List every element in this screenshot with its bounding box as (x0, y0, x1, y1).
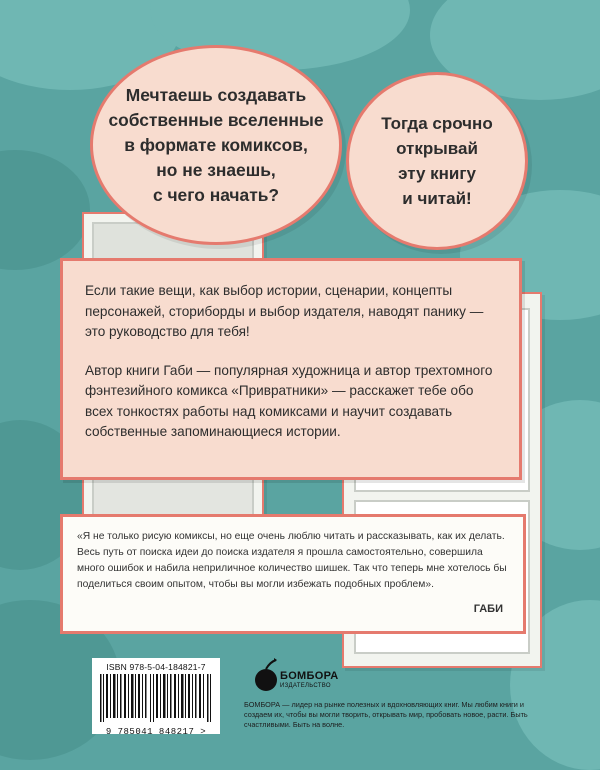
barcode-number: 9 785041 848217 > (105, 727, 207, 737)
bubble-line: но не знаешь, (156, 159, 276, 180)
author-quote-box (60, 514, 526, 634)
bubble-line: собственные вселенные (108, 109, 324, 130)
background-cloud (0, 150, 90, 270)
publisher-description: БОМБОРА — лидер на рынке полезных и вдохновляющих книг. Мы любим книги и создаем их, чтобы вы могли творить, открывать мир, пробовать новое, расти. Быть счастливыми. Быть на волне. (244, 700, 528, 729)
publisher-subtitle: ИЗДАТЕЛЬСТВО (280, 683, 331, 689)
speech-bubble-question (90, 45, 342, 245)
quote-text: «Я не только рисую комиксы, но еще очень люблю читать и рассказывать, как их делать. Весь путь от поиска идеи до поиска издателя я прошла самостоятельно, совершила много ошибок и набила неприличное количество шишек. Так что теперь мне хотелось бы поделиться своим опытом, чтобы вы могли избежать подобных проблем». (77, 531, 507, 590)
bubble-line: в формате комиксов, (124, 134, 308, 155)
bubble-line: Мечтаешь создавать (125, 84, 307, 105)
speech-bubble-answer (346, 72, 528, 250)
quote-author: ГАБИ (473, 603, 503, 615)
barcode-bars-icon (98, 674, 214, 722)
barcode (92, 658, 220, 737)
bubble-line: с чего начать? (152, 184, 280, 205)
bubble-line: Тогда срочно (381, 114, 493, 133)
description-paragraph: Автор книги Габи — популярная художница и автор трехтомного фэнтезийного комикса «Привратники» — расскажет тебе обо всех тонкостях работы над комиксами и научит создавать собственные запоминающиеся истории. (85, 362, 493, 439)
isbn-label: ISBN 978-5-04-184821-7 (106, 662, 206, 672)
bubble-line: эту книгу (398, 164, 476, 183)
publisher-name: БОМБОРА (280, 670, 339, 682)
description-paragraph: Если такие вещи, как выбор истории, сценарии, концепты персонажей, сториборды и выбор издателя, наводят панику — это руководство для тебя! (85, 283, 484, 339)
bubble-line: открывай (396, 139, 478, 158)
bubble-line: и читай! (402, 189, 472, 208)
description-box (60, 258, 522, 480)
